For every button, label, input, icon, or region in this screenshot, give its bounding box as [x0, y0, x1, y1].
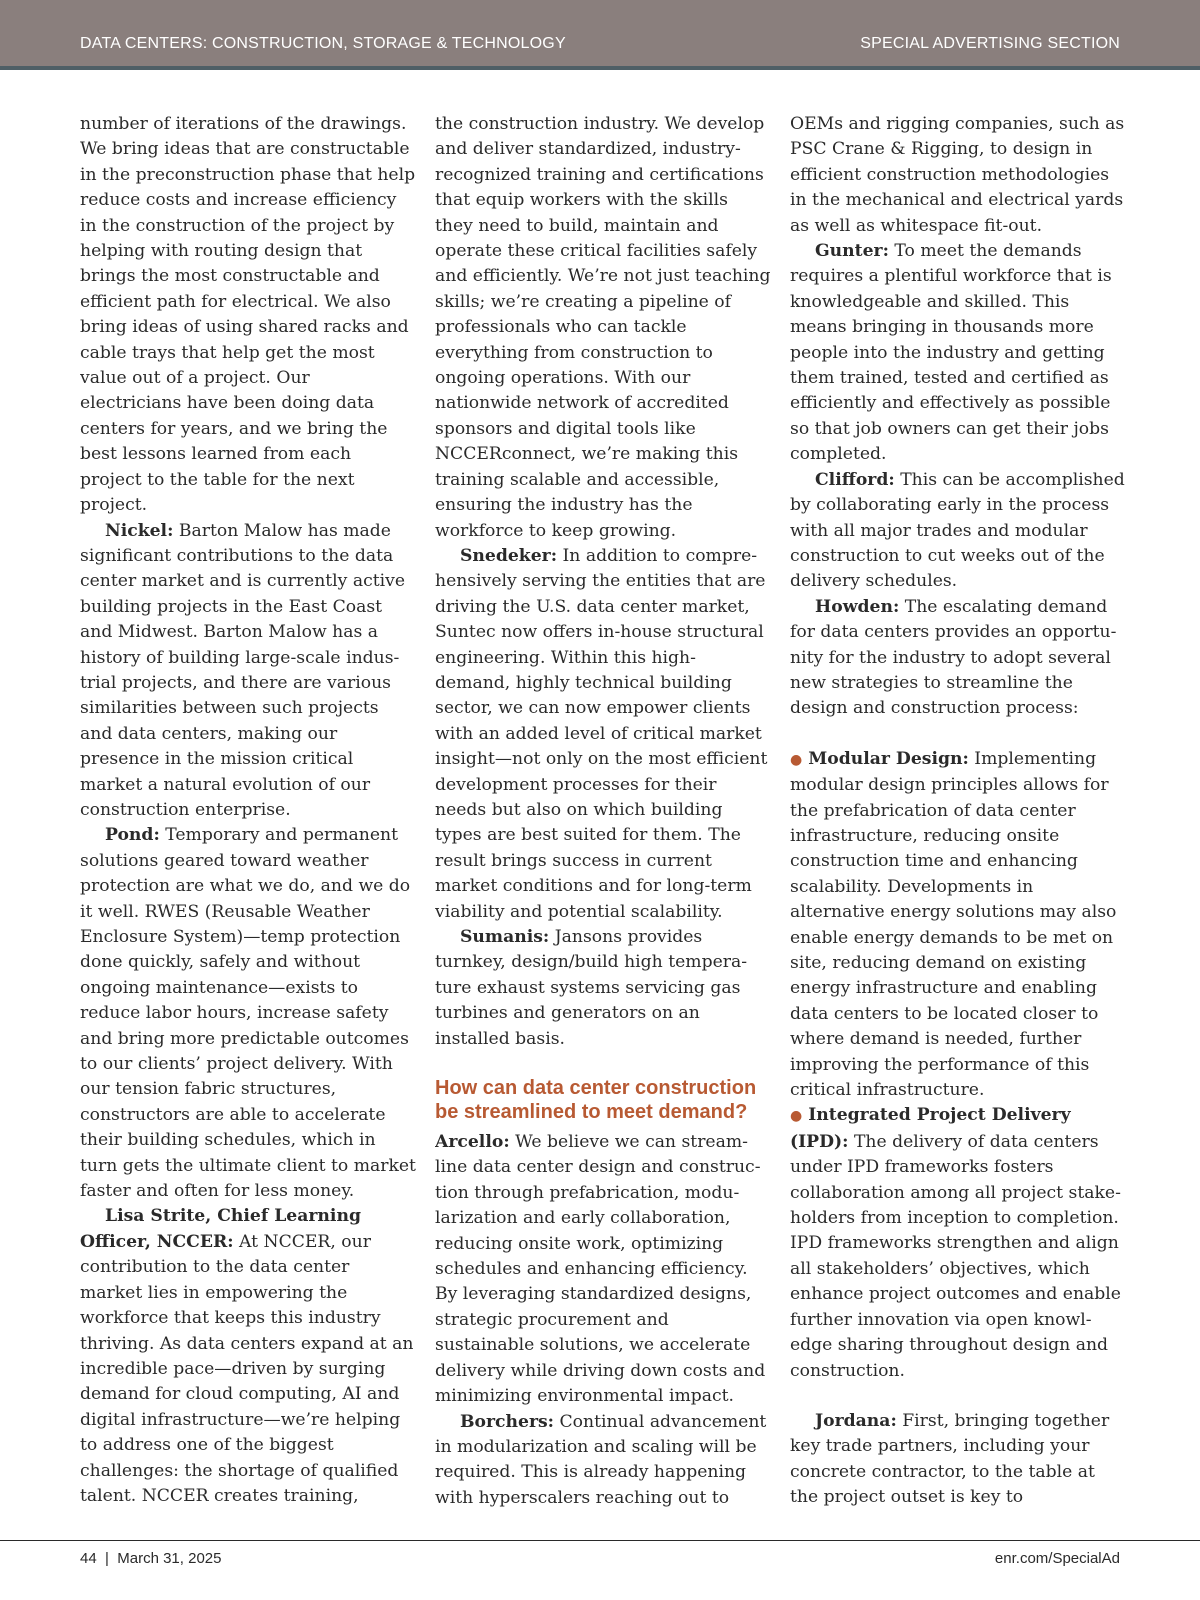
section-label: SPECIAL ADVERTISING SECTION	[860, 35, 1120, 52]
paragraph	[435, 1130, 771, 1409]
speaker-name: Arcello:	[435, 1132, 510, 1153]
bullet-icon: ●	[790, 751, 803, 768]
footer-rule	[0, 1540, 1200, 1541]
speaker-name: Sumanis:	[460, 927, 550, 947]
header-bar	[0, 0, 1200, 66]
paragraph-text: In addition to comprehensively serving the entities that are driving the U.S. data center market, Suntec now offers in-house structural engineering. Within this high-demand, highly technical building sector, we can now empower clients with an added level of critical market insight—not only on the most efficient development processes for their needs but also on which building types are best suited for them. The result brings success in current market conditions and for long-term viability and potential scalability.	[435, 545, 768, 922]
speaker-name: Jordana:	[815, 1410, 897, 1431]
paragraph-text: To meet the demands requires a plentiful workforce that is knowledgeable and skilled. This means bringing in thousands more people into the industry and getting them trained, tested and certified as efficiently and effectively as possible so that job owners can get their jobs completed.	[790, 241, 1112, 465]
bullet-term: Modular Design:	[808, 748, 969, 769]
speaker-name: Gunter:	[815, 241, 889, 262]
question-heading: How can data center construction be streamlined to meet demand?	[435, 1077, 757, 1124]
header-rule	[0, 66, 1200, 70]
footer-url: enr.com/SpecialAd	[994, 1550, 1120, 1567]
paragraph	[790, 1409, 1126, 1512]
speaker-name: Borchers:	[460, 1411, 555, 1432]
paragraph: OEMs and rigging companies, such as PSC Crane & Rigging, to design in efficient construction methodologies in the mechanical and electrical yards as well as whitespace fit-out.	[790, 114, 1125, 236]
paragraph: the construction industry. We develop and deliver standardized, industry-recognized training and certifications that equip workers with the skills they need to build, maintain and operate these critical facilities safely and efficiently. We’re not just teaching skills; we’re creating a pipeline of professionals who can tackle everything from construction to ongoing operations. With our nationwide network of accredited sponsors and digital tools like NCCERconnect, we’re making this training scalable and accessible, ensuring the industry has the workforce to keep growing.	[435, 114, 771, 541]
bullet-text: Implementing modular design principles allows for the prefabrication of data center infrastructure, reducing onsite construction time and enhancing scalability. Developments in alternative energy solutions may also enable energy demands to be met on site, reducing demand on existing energy infrastructure and enabling data centers to be located closer to where demand is needed, further improving the performance of this critical infrastructure.	[790, 748, 1117, 1101]
paragraph	[790, 468, 1126, 595]
speaker-name: Clifford:	[815, 469, 895, 490]
column-1	[80, 112, 416, 1512]
paragraph-text: Barton Malow has made significant contributions to the data center market and is currently active building projects in the East Coast and Midwest. Barton Malow has a history of building large-scale industrial projects, and there are various similarities between such projects and data centers, making our presence in the mission critical market a natural evolution of our construction enterprise.	[80, 520, 406, 820]
bullet-icon: ●	[790, 1108, 803, 1125]
speaker-name: Lisa Strite, Chief Learning Officer, NCCER:	[80, 1206, 361, 1252]
bullet-item	[790, 747, 1126, 1104]
paragraph	[790, 239, 1126, 468]
page-info: 44 | March 31, 2025	[80, 1550, 222, 1567]
bullet-item	[790, 1103, 1126, 1383]
paragraph	[435, 925, 771, 1052]
paragraph-text: The escalating demand for data centers provides an opportunity for the industry to adopt several new strategies to streamline the design and construction process:	[790, 596, 1117, 719]
paragraph	[80, 519, 416, 824]
speaker-name: Howden:	[815, 596, 900, 617]
paragraph	[80, 823, 416, 1204]
paragraph	[435, 544, 771, 925]
bullet-text: The delivery of data centers under IPD frameworks fosters collaboration among all project stakeholders from inception to completion. IPD frameworks strengthen and align all stakeholders’ objectives, which enhance project outcomes and enable further innovation via open knowledge sharing throughout design and construction.	[790, 1131, 1121, 1381]
paragraph	[80, 1204, 416, 1512]
column-3	[790, 112, 1126, 1512]
paragraph-text: Continual advancement in modularization and scaling will be required. This is already happening with hyperscalers reaching out to	[435, 1411, 767, 1508]
paragraph-text: Jansons provides turnkey, design/build high temperature exhaust systems servicing gas turbines and generators on an installed basis.	[435, 927, 748, 1049]
paragraph-text: At NCCER, our contribution to the data center market lies in empowering the workforce that keeps this industry thriving. As data centers expand at an incredible pace—driven by surging demand for cloud computing, AI and digital infrastructure—we’re helping to address one of the biggest challenges: the shortage of qualified talent. NCCER creates training,	[80, 1231, 414, 1506]
paragraph-text: Temporary and permanent solutions geared toward weather protection are what we do, and we do it well. RWES (Reusable Weather Enclosure System)—temp protection done quickly, safely and without ongoing maintenance—exists to reduce labor hours, increase safety and bring more predictable outcomes to our clients’ project delivery. With our tension fabric structures, constructors are able to accelerate their building schedules, which in turn gets the ultimate client to market faster and often for less money.	[80, 825, 416, 1202]
paragraph-text: First, bringing together key trade partners, including your concrete contractor, to the table at the project outset is key to	[790, 1410, 1110, 1508]
bullet-term: Integrated Project Delivery (IPD):	[790, 1105, 1071, 1152]
paragraph	[435, 1410, 771, 1512]
speaker-name: Snedeker:	[460, 545, 558, 566]
paragraph-text: This can be accomplished by collaborating early in the process with all major trades and modular construction to cut weeks out of the delivery schedules.	[790, 469, 1125, 592]
paragraph	[790, 595, 1126, 722]
paragraph-text: We believe we can streamline data center design and construction through prefabrication, modularization and early collaboration, reducing onsite work, optimizing schedules and enhancing efficiency. By leveraging standardized designs, strategic procurement and sustainable solutions, we accelerate delivery while driving down costs and minimizing environmental impact.	[435, 1132, 766, 1407]
section-title: DATA CENTERS: CONSTRUCTION, STORAGE & TECHNOLOGY	[80, 35, 566, 52]
speaker-name: Pond:	[105, 825, 160, 846]
paragraph: number of iterations of the drawings. We bring ideas that are constructable in the preconstruction phase that help reduce costs and increase efficiency in the construction of the project by helping with routing design that brings the most constructable and efficient path for electrical. We also bring ideas of using shared racks and cable trays that help get the most value out of a project. Our electricians have been doing data centers for years, and we bring the best lessons learned from each project to the table for the next project.	[80, 114, 416, 516]
speaker-name: Nickel:	[105, 520, 174, 541]
column-2	[435, 112, 771, 1512]
